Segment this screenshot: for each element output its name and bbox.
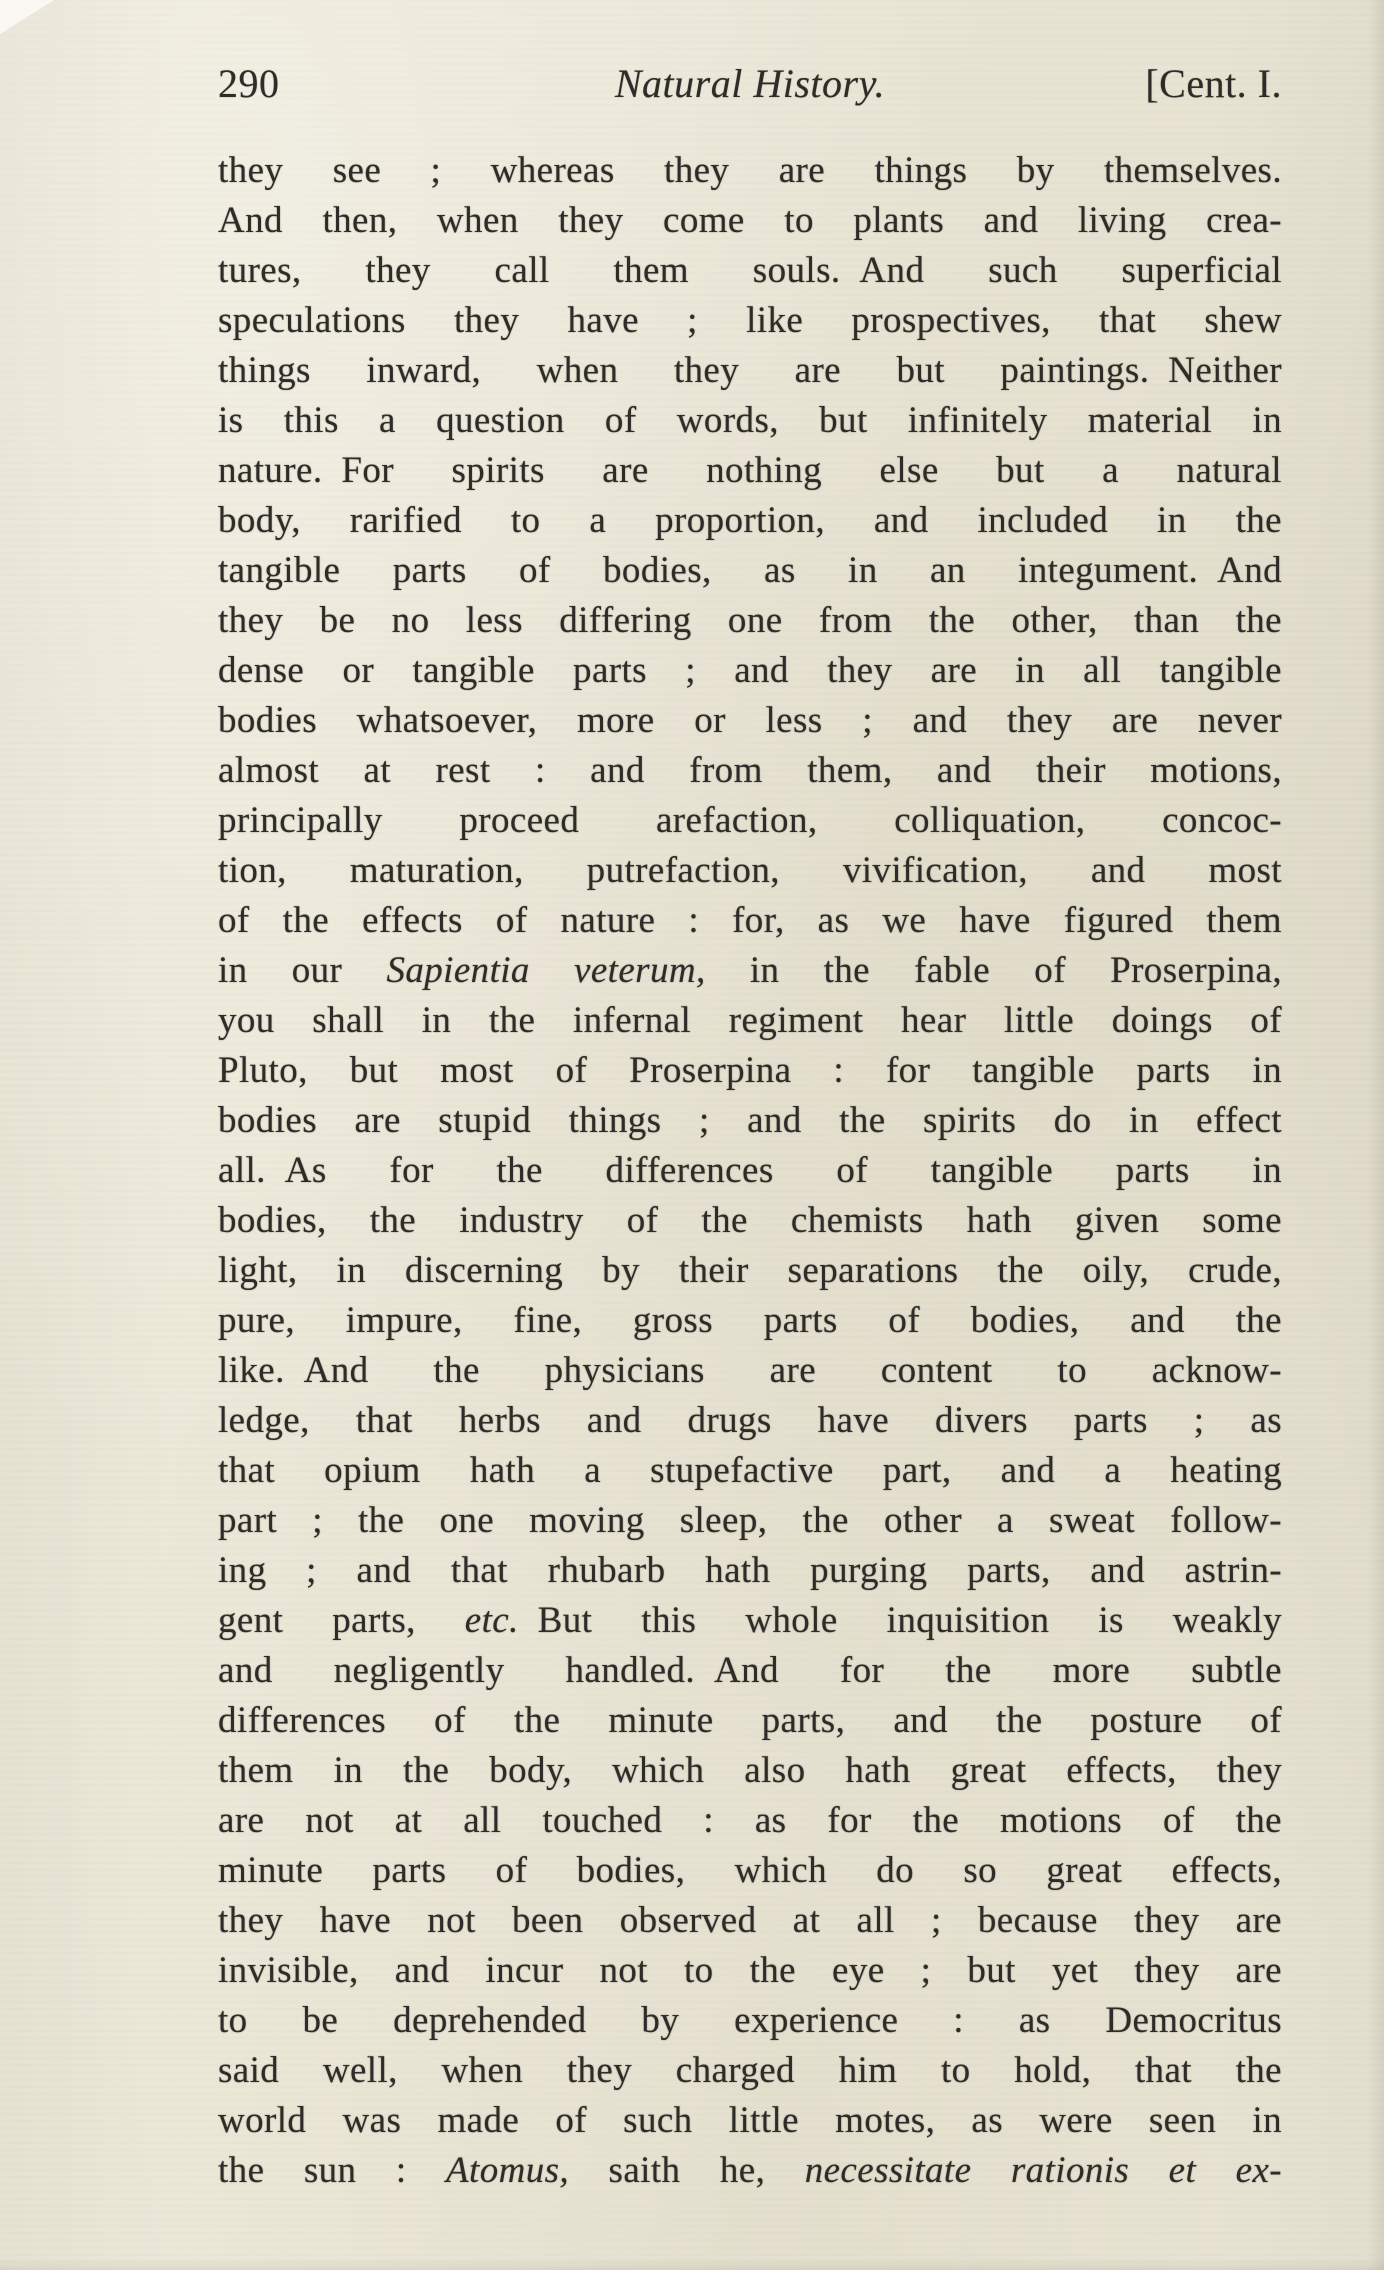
- italic-text-segment: Sapientia veterum,: [386, 950, 706, 991]
- text-segment: saith he,: [569, 2150, 805, 2191]
- text-segment: dense or tangible parts ; and they are in all tangible: [218, 650, 1282, 691]
- text-segment: all. As for the differences of tangible parts in: [218, 1150, 1282, 1191]
- italic-text-segment: etc.: [464, 1600, 519, 1641]
- page-header: [218, 58, 1282, 110]
- text-segment: and negligently handled. And for the more subtle: [218, 1650, 1282, 1691]
- text-segment: body, rarified to a proportion, and included in the: [218, 500, 1282, 541]
- text-segment: you shall in the infernal regiment hear little doings of: [218, 1000, 1282, 1041]
- text-segment: world was made of such little motes, as were seen in: [218, 2100, 1282, 2141]
- text-segment: bodies whatsoever, more or less ; and they are never: [218, 700, 1282, 741]
- text-line: [218, 196, 1282, 246]
- text-segment: is this a question of words, but infinitely material in: [218, 400, 1282, 441]
- text-line: [218, 796, 1282, 846]
- text-segment: Pluto, but most of Proserpina : for tangible parts in: [218, 1050, 1282, 1091]
- text-segment: bodies, the industry of the chemists hath given some: [218, 1200, 1282, 1241]
- text-line: [218, 696, 1282, 746]
- text-segment: nature. For spirits are nothing else but a natural: [218, 450, 1282, 491]
- text-line: [218, 2046, 1282, 2096]
- running-title: Natural History.: [614, 61, 886, 106]
- text-line: [218, 1446, 1282, 1496]
- text-segment: bodies are stupid things ; and the spirits do in effect: [218, 1100, 1282, 1141]
- text-line: [218, 896, 1282, 946]
- text-line: [218, 996, 1282, 1046]
- text-line: [218, 296, 1282, 346]
- text-segment: the sun :: [218, 2150, 447, 2191]
- section-label: [Cent. I.: [1145, 61, 1282, 106]
- text-line: [218, 1896, 1282, 1946]
- text-line: [218, 1996, 1282, 2046]
- text-line: [218, 1696, 1282, 1746]
- text-line: [218, 1496, 1282, 1546]
- text-segment: almost at rest : and from them, and their motions,: [218, 750, 1282, 791]
- text-segment: tion, maturation, putrefaction, vivification, and most: [218, 850, 1282, 891]
- italic-text-segment: necessitate rationis et ex-: [804, 2150, 1282, 2191]
- text-segment: in our: [218, 950, 387, 991]
- text-line: [218, 1596, 1282, 1646]
- text-line: [218, 246, 1282, 296]
- text-line: [218, 146, 1282, 196]
- text-line: [218, 446, 1282, 496]
- text-segment: they be no less differing one from the other, than the: [218, 600, 1282, 641]
- text-line: [218, 396, 1282, 446]
- page-body: [218, 146, 1282, 2196]
- text-segment: light, in discerning by their separations the oily, crude,: [218, 1250, 1282, 1291]
- text-line: [218, 1196, 1282, 1246]
- text-segment: But this whole inquisition is weakly: [518, 1600, 1282, 1641]
- text-segment: gent parts,: [218, 1600, 465, 1641]
- text-segment: principally proceed arefaction, colliquation, concoc-: [218, 800, 1282, 841]
- text-line: [218, 1746, 1282, 1796]
- text-line: [218, 1096, 1282, 1146]
- text-segment: And then, when they come to plants and living crea-: [218, 200, 1282, 241]
- text-line: [218, 1796, 1282, 1846]
- text-segment: they see ; whereas they are things by themselves.: [218, 150, 1282, 191]
- text-segment: said well, when they charged him to hold, that the: [218, 2050, 1282, 2091]
- text-line: [218, 1046, 1282, 1096]
- text-segment: them in the body, which also hath great effects, they: [218, 1750, 1282, 1791]
- text-segment: ing ; and that rhubarb hath purging parts, and astrin-: [218, 1550, 1282, 1591]
- text-segment: they have not been observed at all ; because they are: [218, 1900, 1282, 1941]
- text-segment: that opium hath a stupefactive part, and a heating: [218, 1450, 1282, 1491]
- text-segment: to be deprehended by experience : as Democritus: [218, 2000, 1282, 2041]
- text-line: [218, 596, 1282, 646]
- text-line: [218, 546, 1282, 596]
- text-segment: are not at all touched : as for the motions of the: [218, 1800, 1282, 1841]
- scan-edge-shadow-bottom: [0, 2258, 1384, 2270]
- text-segment: tangible parts of bodies, as in an integument. And: [218, 550, 1282, 591]
- text-line: [218, 746, 1282, 796]
- text-segment: speculations they have ; like prospectives, that shew: [218, 300, 1282, 341]
- text-line: [218, 1246, 1282, 1296]
- text-segment: ledge, that herbs and drugs have divers parts ; as: [218, 1400, 1282, 1441]
- text-line: [218, 2096, 1282, 2146]
- text-line: [218, 1646, 1282, 1696]
- text-segment: pure, impure, fine, gross parts of bodies, and the: [218, 1300, 1282, 1341]
- text-line: [218, 846, 1282, 896]
- text-segment: minute parts of bodies, which do so great effects,: [218, 1850, 1282, 1891]
- italic-text-segment: Atomus,: [446, 2150, 570, 2191]
- text-line: [218, 1396, 1282, 1446]
- text-segment: of the effects of nature : for, as we have figured them: [218, 900, 1282, 941]
- text-line: [218, 1546, 1282, 1596]
- text-line: [218, 1946, 1282, 1996]
- text-segment: part ; the one moving sleep, the other a sweat follow-: [218, 1500, 1282, 1541]
- text-line: [218, 1846, 1282, 1896]
- text-line: [218, 1296, 1282, 1346]
- text-segment: in the fable of Proserpina,: [705, 950, 1282, 991]
- text-segment: invisible, and incur not to the eye ; but yet they are: [218, 1950, 1282, 1991]
- text-segment: like. And the physicians are content to acknow-: [218, 1350, 1282, 1391]
- scan-edge-shadow-right: [1368, 0, 1384, 2270]
- text-line: [218, 346, 1282, 396]
- text-segment: tures, they call them souls. And such superficial: [218, 250, 1282, 291]
- text-line: [218, 496, 1282, 546]
- text-segment: things inward, when they are but paintings. Neither: [218, 350, 1282, 391]
- scan-artifact-corner: [0, 0, 54, 34]
- page-number: 290: [218, 61, 280, 106]
- text-line: [218, 1146, 1282, 1196]
- text-line: [218, 646, 1282, 696]
- text-line: [218, 946, 1282, 996]
- text-line: [218, 1346, 1282, 1396]
- text-line: [218, 2146, 1282, 2196]
- text-segment: differences of the minute parts, and the posture of: [218, 1700, 1282, 1741]
